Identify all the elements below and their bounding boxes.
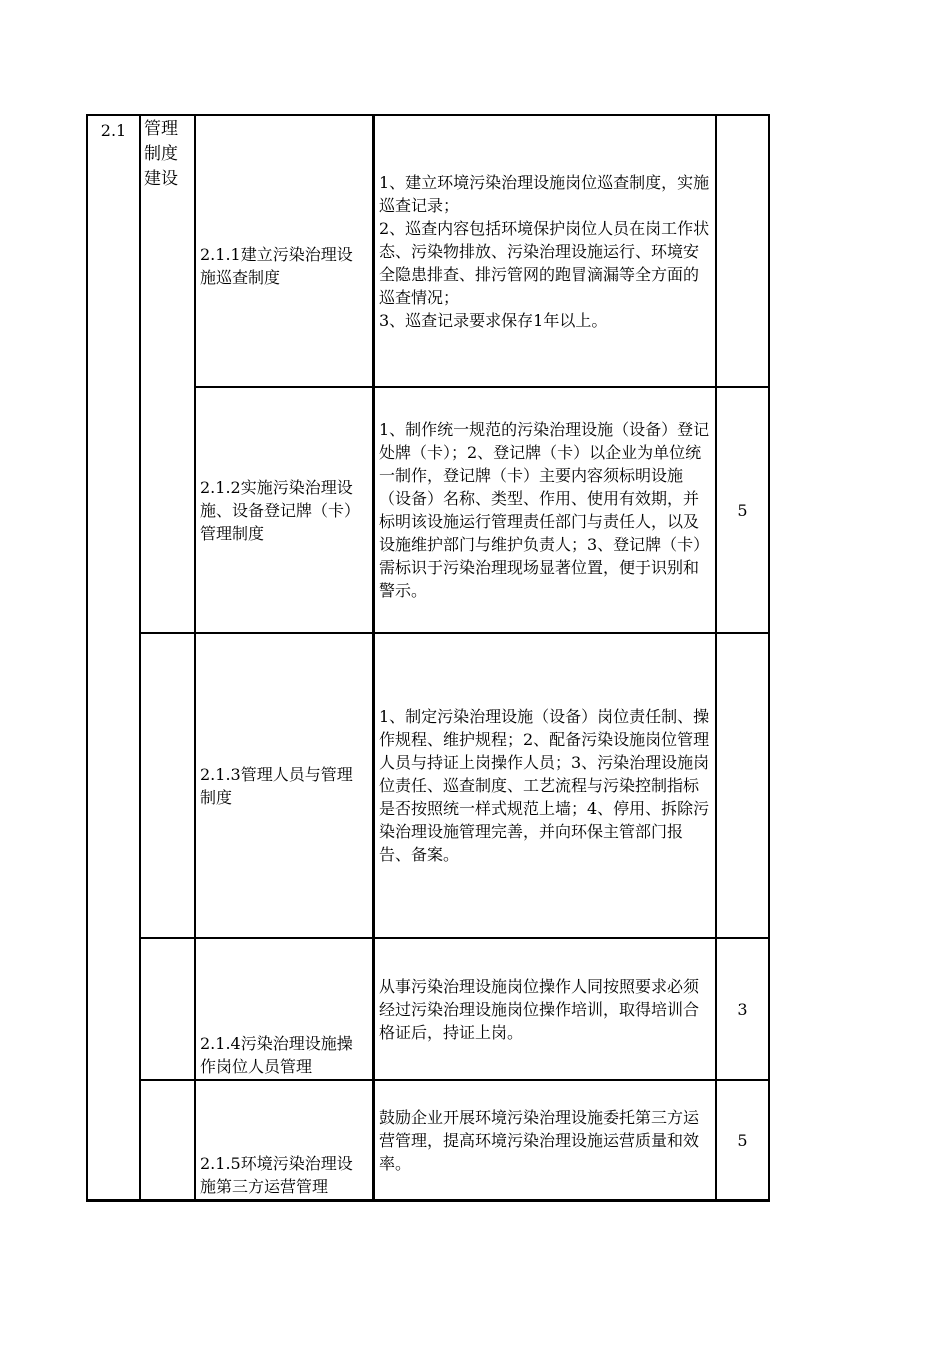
item-2-1-1: 2.1.1建立污染治理设施巡查制度 bbox=[200, 245, 353, 287]
item-2-1-4: 2.1.4污染治理设施操作岗位人员管理 bbox=[200, 1034, 353, 1076]
table-border-right bbox=[768, 114, 770, 1202]
item-2-1-5: 2.1.5环境污染治理设施第三方运营管理 bbox=[200, 1154, 353, 1196]
section-number: 2.1 bbox=[100, 121, 127, 140]
requirement-2-1-3: 1、制定污染治理设施（设备）岗位责任制、操作规程、维护规程；2、配备污染设施岗位管理人员与持证上岗操作人员；3、污染治理设施岗位责任、巡查制度、工艺流程与污染控制指标是否按照统一样式规范上墙；4、停用、拆除污染治理设施管理完善，并向环保主管部门报告、备案。 bbox=[379, 707, 710, 864]
column-divider-1 bbox=[139, 114, 141, 1202]
score-2-1-4: 3 bbox=[737, 999, 748, 1019]
score-2-1-3 bbox=[717, 634, 768, 937]
requirement-2-1-2: 1、制作统一规范的污染治理设施（设备）登记处牌（卡）；2、登记牌（卡）以企业为单位统一制作，登记牌（卡）主要内容须标明设施（设备）名称、类型、作用、使用有效期，并标明该设施运行管理责任部门与责任人，以及设施维护部门与维护负责人；3、登记牌（卡）需标识于污染治理现场显著位置，便于识别和警示。 bbox=[379, 420, 710, 600]
section-name: 管理制度建设 bbox=[144, 119, 178, 189]
table-border-bottom bbox=[86, 1199, 770, 1202]
requirement-2-1-4: 从事污染治理设施岗位操作人同按照要求必须经过污染治理设施岗位操作培训，取得培训合格证后，持证上岗。 bbox=[379, 976, 700, 1042]
item-2-1-2: 2.1.2实施污染治理设施、设备登记牌（卡）管理制度 bbox=[200, 477, 361, 543]
item-2-1-3: 2.1.3管理人员与管理制度 bbox=[200, 764, 353, 807]
table-border-left bbox=[86, 114, 88, 1202]
score-2-1-1 bbox=[717, 116, 768, 386]
requirement-2-1-1: 1、建立环境污染治理设施岗位巡查制度，实施巡查记录； 2、巡查内容包括环境保护岗位人员在岗工作状态、污染物排放、污染治理设施运行、环境安全隐患排查、排污管网的跑冒滴漏等全方面的巡查情况； 3、巡查记录要求保存1年以上。 bbox=[379, 172, 710, 330]
score-2-1-2: 5 bbox=[737, 500, 748, 520]
requirement-2-1-5: 鼓励企业开展环境污染治理设施委托第三方运营管理，提高环境污染治理设施运营质量和效率。 bbox=[379, 1107, 700, 1173]
score-2-1-5: 5 bbox=[737, 1130, 748, 1150]
